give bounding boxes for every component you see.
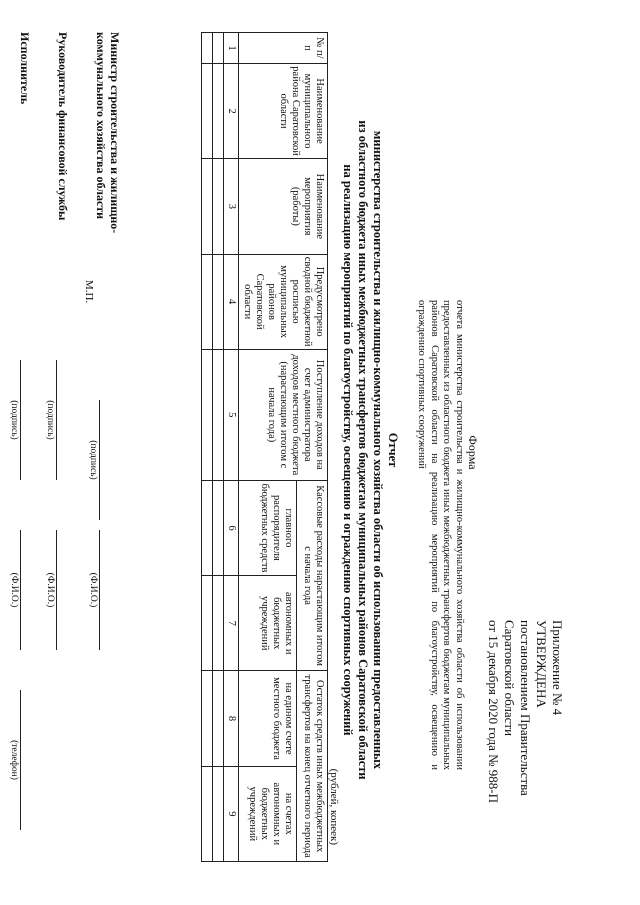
- table-cell: [213, 671, 224, 766]
- header-num: № п/п: [239, 33, 328, 64]
- col-num: 7: [224, 576, 239, 671]
- header-balance-institutions: на счетах автономных и бюджетных учреждений: [239, 766, 297, 861]
- executor-sign-caption: (подпись): [9, 400, 19, 440]
- approval-block: [485, 620, 565, 880]
- executor-title: Исполнитель: [18, 32, 32, 105]
- appendix-number: Приложение № 4: [550, 620, 565, 716]
- col-num: 9: [224, 766, 239, 861]
- header-district: Наименование муниципального района Саратовской области: [239, 63, 328, 158]
- table-cell: [213, 159, 224, 254]
- col-num: 3: [224, 159, 239, 254]
- header-balance-single: на едином счете местного бюджета: [239, 671, 297, 766]
- table-row: [202, 33, 213, 862]
- executor-name-caption: (Ф.И.О.): [9, 572, 19, 608]
- col-num: 2: [224, 63, 239, 158]
- table-cell: [213, 33, 224, 64]
- form-description: отчета министерства строительства и жилищно-коммунального хозяйства области об использовании предоставленных из областного бюджета иных межбюджетных трансфертов бюджетам муниципальных районов Саратовской области на реализацию мероприятий по благоустройству, освещению и ограждению спортивных сооружений: [416, 300, 465, 770]
- table-cell: [213, 254, 224, 349]
- table-cell: [202, 349, 213, 480]
- table-row: [213, 33, 224, 862]
- report-title-block: [340, 30, 400, 870]
- table-cell: [213, 576, 224, 671]
- report-title-line-3: на реализацию мероприятий по благоустройству, освещению и ограждению спортивных сооружений: [341, 164, 355, 736]
- table-cell: [202, 63, 213, 158]
- report-table: [201, 32, 328, 862]
- finance-head-title: Руководитель финансовой службы: [56, 32, 70, 221]
- header-event: Наименование мероприятия (работы): [239, 159, 328, 254]
- executor-phone-line: [20, 690, 21, 830]
- minister-sign-line: [99, 400, 100, 520]
- approved-label: УТВЕРЖДЕНА: [534, 620, 549, 708]
- minister-title: Министр строительства и жилищно-коммунального хозяйства области: [94, 32, 122, 234]
- header-cash-main: главного распорядителя бюджетных средств: [239, 480, 297, 575]
- header-balance: Остаток средств иных межбюджетных трансфертов на конец отчетного периода: [296, 671, 327, 862]
- approval-line-2: Саратовской области: [502, 620, 517, 737]
- table-cell: [202, 671, 213, 766]
- finance-name-caption: (Ф.И.О.): [45, 572, 55, 608]
- table-cell: [202, 33, 213, 64]
- table-cell: [202, 766, 213, 861]
- table-cell: [202, 254, 213, 349]
- minister-name-line: [99, 530, 100, 650]
- table-cell: [213, 349, 224, 480]
- column-number-row: [224, 33, 239, 862]
- table-cell: [202, 159, 213, 254]
- table-cell: [213, 480, 224, 575]
- minister-sign-caption: (подпись): [88, 440, 98, 480]
- col-num: 1: [224, 33, 239, 64]
- table-header-row: [296, 33, 327, 862]
- header-cash: Кассовые расходы нарастающим итогом с начала года: [296, 480, 327, 671]
- approval-line-1: постановлением Правительства: [518, 620, 533, 796]
- report-title: Отчет: [386, 432, 400, 468]
- approval-line-3: от 15 декабря 2020 года № 988-П: [486, 620, 501, 804]
- minister-name-caption: (Ф.И.О.): [88, 572, 98, 608]
- form-label: Форма: [466, 435, 480, 470]
- units-label: (рублей, копеек): [328, 768, 340, 845]
- finance-name-line: [56, 530, 57, 650]
- col-num: 5: [224, 349, 239, 480]
- table-cell: [213, 63, 224, 158]
- table-cell: [202, 480, 213, 575]
- col-num: 4: [224, 254, 239, 349]
- table-cell: [213, 766, 224, 861]
- report-title-line-2: из областного бюджета иных межбюджетных трансфертов бюджетам муниципальных районов Саратовской области: [356, 120, 370, 780]
- finance-sign-caption: (подпись): [45, 400, 55, 440]
- col-num: 6: [224, 480, 239, 575]
- stamp-label: М.П.: [83, 280, 95, 304]
- executor-name-line: [20, 530, 21, 650]
- col-num: 8: [224, 671, 239, 766]
- executor-phone-caption: (телефон): [9, 740, 19, 780]
- header-planned: Предусмотрено сводной бюджетной росписью муниципальных районов Саратовской области: [239, 254, 328, 349]
- header-cash-institutions: автономных и бюджетных учреждений: [239, 576, 297, 671]
- header-income: Поступление доходов на счет администратора доходов местного бюджета (нарастающим итогом с начала года): [239, 349, 328, 480]
- report-title-line-1: министерства строительства и жилищно-коммунального хозяйства области об использовании предоставленных: [371, 130, 385, 770]
- table-cell: [202, 576, 213, 671]
- finance-sign-line: [56, 360, 57, 480]
- executor-sign-line: [20, 360, 21, 480]
